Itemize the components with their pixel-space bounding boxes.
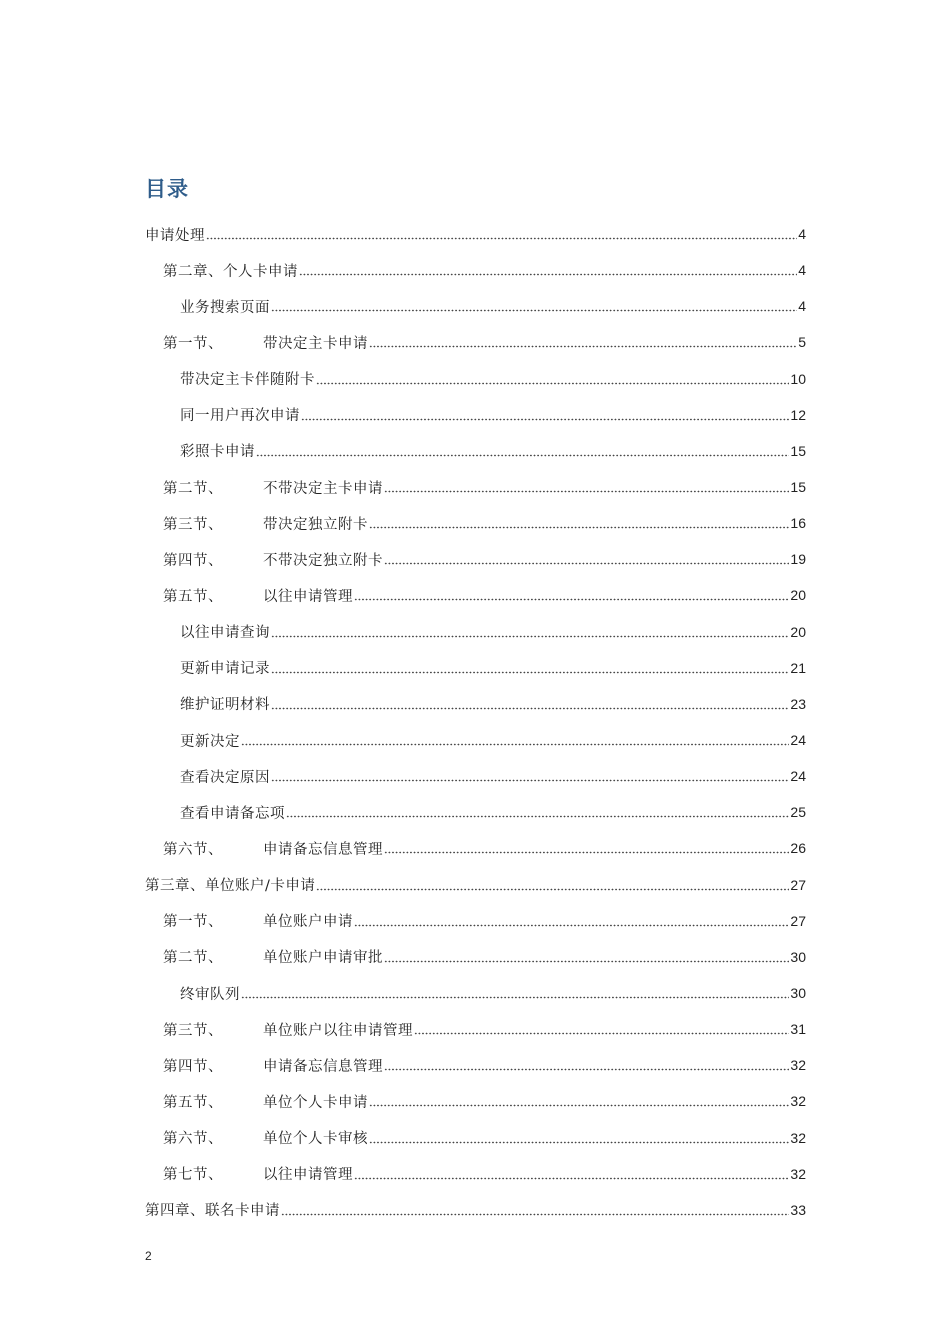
- toc-entry-page: 32: [790, 1057, 806, 1074]
- toc-list: [145, 216, 806, 1228]
- toc-entry-text: [180, 404, 300, 425]
- toc-entry-page: 32: [790, 1093, 806, 1110]
- toc-entry-page: 24: [790, 732, 806, 749]
- toc-entry-label: 彩照卡申请: [180, 444, 255, 461]
- toc-dot-leader: [354, 1167, 789, 1181]
- toc-entry-label: 查看决定原因: [180, 769, 270, 786]
- toc-entry-page: 4: [798, 262, 806, 279]
- toc-entry-page: 12: [790, 406, 806, 423]
- toc-entry[interactable]: [145, 324, 806, 360]
- toc-entry-section: 第二节、: [163, 950, 223, 967]
- toc-entry[interactable]: [145, 975, 806, 1011]
- toc-entry-label: 终审队列: [180, 986, 240, 1003]
- toc-entry-page: 32: [790, 1165, 806, 1182]
- toc-dot-leader: [369, 516, 789, 530]
- toc-entry[interactable]: [145, 614, 806, 650]
- toc-entry[interactable]: [145, 469, 806, 505]
- toc-entry-label: 查看申请备忘项: [180, 805, 285, 822]
- toc-entry-page: 25: [790, 804, 806, 821]
- toc-entry-label: 单位个人卡审核: [263, 1131, 368, 1148]
- toc-entry[interactable]: [145, 433, 806, 469]
- toc-entry-text: [180, 296, 270, 317]
- toc-entry[interactable]: [145, 577, 806, 613]
- toc-dot-leader: [354, 588, 789, 602]
- toc-entry-label: 第二章、个人卡申请: [163, 263, 298, 280]
- toc-entry-page: 32: [790, 1129, 806, 1146]
- toc-entry-section: 第四节、: [163, 1058, 223, 1075]
- toc-entry-text: [180, 730, 240, 751]
- toc-entry-text: [180, 657, 270, 678]
- toc-entry-page: 26: [790, 840, 806, 857]
- toc-entry-section: 第二节、: [163, 480, 223, 497]
- toc-entry-text: [163, 260, 298, 281]
- toc-entry-page: 27: [790, 912, 806, 929]
- toc-entry-label: 第四章、联名卡申请: [145, 1203, 280, 1220]
- toc-entry-page: 27: [790, 876, 806, 893]
- toc-entry-text: [163, 477, 383, 498]
- toc-entry-page: 4: [798, 226, 806, 243]
- toc-entry-label: 第三章、单位账户/卡申请: [145, 878, 316, 895]
- toc-dot-leader: [384, 950, 789, 964]
- toc-entry[interactable]: [145, 722, 806, 758]
- toc-dot-leader: [316, 372, 789, 386]
- toc-entry-page: 21: [790, 659, 806, 676]
- toc-entry-page: 20: [790, 623, 806, 640]
- toc-dot-leader: [271, 625, 789, 639]
- toc-dot-leader: [384, 480, 789, 494]
- toc-entry-label: 单位账户申请: [263, 914, 353, 931]
- toc-dot-leader: [301, 408, 789, 422]
- toc-dot-leader: [384, 1058, 789, 1072]
- toc-entry-label: 不带决定独立附卡: [263, 552, 383, 569]
- toc-entry-section: 第四节、: [163, 552, 223, 569]
- toc-entry-text: [163, 585, 353, 606]
- toc-dot-leader: [241, 733, 789, 747]
- toc-entry-label: 以往申请管理: [263, 1167, 353, 1184]
- toc-entry-text: [163, 1091, 368, 1112]
- toc-entry-label: 带决定独立附卡: [263, 516, 368, 533]
- toc-entry-label: 更新决定: [180, 733, 240, 750]
- toc-entry-text: [163, 1127, 368, 1148]
- toc-entry-section: 第五节、: [163, 1094, 223, 1111]
- toc-entry-text: [163, 1055, 383, 1076]
- toc-entry-page: 31: [790, 1021, 806, 1038]
- toc-entry[interactable]: [145, 216, 806, 252]
- toc-entry-text: [180, 766, 270, 787]
- toc-dot-leader: [271, 299, 797, 313]
- toc-dot-leader: [281, 1203, 789, 1217]
- toc-entry-label: 维护证明材料: [180, 697, 270, 714]
- toc-entry[interactable]: [145, 397, 806, 433]
- toc-entry[interactable]: [145, 758, 806, 794]
- toc-entry-section: 第一节、: [163, 335, 223, 352]
- toc-entry-text: [145, 224, 205, 245]
- toc-entry-section: 第三节、: [163, 1022, 223, 1039]
- toc-entry-label: 单位账户申请审批: [263, 950, 383, 967]
- toc-entry[interactable]: [145, 1011, 806, 1047]
- toc-entry-label: 以往申请管理: [263, 588, 353, 605]
- toc-entry-text: [163, 838, 383, 859]
- toc-entry-label: 单位账户以往申请管理: [263, 1022, 413, 1039]
- toc-entry-text: [180, 802, 285, 823]
- toc-entry-page: 24: [790, 768, 806, 785]
- toc-entry-label: 业务搜索页面: [180, 299, 270, 316]
- toc-entry[interactable]: [145, 1192, 806, 1228]
- toc-entry-page: 5: [798, 334, 806, 351]
- toc-dot-leader: [299, 263, 797, 277]
- toc-entry-page: 33: [790, 1201, 806, 1218]
- toc-entry-text: [180, 368, 315, 389]
- toc-entry-label: 不带决定主卡申请: [263, 480, 383, 497]
- toc-entry[interactable]: [145, 903, 806, 939]
- toc-entry-section: 第六节、: [163, 841, 223, 858]
- toc-entry-text: [145, 1199, 280, 1220]
- toc-entry-text: [180, 693, 270, 714]
- toc-entry-label: 申请处理: [145, 227, 205, 244]
- toc-entry[interactable]: [145, 1156, 806, 1192]
- toc-entry-label: 申请备忘信息管理: [263, 1058, 383, 1075]
- toc-entry-section: 第一节、: [163, 914, 223, 931]
- toc-entry[interactable]: [145, 288, 806, 324]
- toc-dot-leader: [384, 841, 789, 855]
- toc-entry-text: [163, 332, 368, 353]
- toc-dot-leader: [286, 805, 789, 819]
- toc-dot-leader: [369, 335, 797, 349]
- toc-dot-leader: [271, 769, 789, 783]
- page-number: 2: [145, 1249, 152, 1263]
- toc-entry-text: [180, 440, 255, 461]
- toc-dot-leader: [369, 1131, 789, 1145]
- toc-dot-leader: [256, 444, 789, 458]
- toc-entry-page: 30: [790, 948, 806, 965]
- toc-entry-text: [163, 549, 383, 570]
- toc-entry[interactable]: [145, 1083, 806, 1119]
- toc-entry[interactable]: [145, 1120, 806, 1156]
- toc-entry-text: [163, 946, 383, 967]
- toc-dot-leader: [369, 1094, 789, 1108]
- toc-entry-section: 第七节、: [163, 1167, 223, 1184]
- toc-entry-page: 4: [798, 298, 806, 315]
- toc-entry[interactable]: [145, 867, 806, 903]
- toc-entry-page: 15: [790, 442, 806, 459]
- toc-entry-page: 20: [790, 587, 806, 604]
- toc-entry-label: 以往申请查询: [180, 625, 270, 642]
- toc-entry-text: [180, 983, 240, 1004]
- toc-entry[interactable]: [145, 794, 806, 830]
- toc-entry-section: 第五节、: [163, 588, 223, 605]
- toc-entry[interactable]: [145, 505, 806, 541]
- toc-entry-text: [163, 1163, 353, 1184]
- toc-entry-text: [163, 910, 353, 931]
- toc-entry[interactable]: [145, 939, 806, 975]
- toc-dot-leader: [316, 878, 789, 892]
- toc-entry-page: 15: [790, 479, 806, 496]
- toc-entry-text: [163, 513, 368, 534]
- toc-dot-leader: [354, 914, 789, 928]
- toc-entry-page: 23: [790, 695, 806, 712]
- toc-title: 目录: [145, 177, 189, 201]
- toc-entry-section: 第六节、: [163, 1131, 223, 1148]
- toc-entry-label: 单位个人卡申请: [263, 1094, 368, 1111]
- toc-entry-label: 带决定主卡伴随附卡: [180, 372, 315, 389]
- toc-entry[interactable]: [145, 361, 806, 397]
- toc-entry-text: [180, 621, 270, 642]
- toc-entry-label: 申请备忘信息管理: [263, 841, 383, 858]
- toc-entry[interactable]: [145, 686, 806, 722]
- toc-dot-leader: [206, 227, 797, 241]
- toc-entry-text: [163, 1019, 413, 1040]
- toc-entry-label: 更新申请记录: [180, 661, 270, 678]
- toc-entry[interactable]: [145, 1047, 806, 1083]
- toc-entry-label: 带决定主卡申请: [263, 335, 368, 352]
- toc-entry-text: [145, 874, 315, 895]
- toc-dot-leader: [384, 552, 789, 566]
- toc-entry-page: 16: [790, 515, 806, 532]
- toc-entry-section: 第三节、: [163, 516, 223, 533]
- toc-entry-page: 30: [790, 985, 806, 1002]
- toc-entry[interactable]: [145, 541, 806, 577]
- toc-entry-page: 10: [790, 370, 806, 387]
- toc-entry[interactable]: [145, 650, 806, 686]
- toc-entry[interactable]: [145, 830, 806, 866]
- toc-dot-leader: [271, 697, 789, 711]
- toc-dot-leader: [414, 1022, 789, 1036]
- toc-entry-label: 同一用户再次申请: [180, 408, 300, 425]
- toc-entry[interactable]: [145, 252, 806, 288]
- toc-dot-leader: [271, 661, 789, 675]
- toc-dot-leader: [241, 986, 789, 1000]
- toc-entry-page: 19: [790, 551, 806, 568]
